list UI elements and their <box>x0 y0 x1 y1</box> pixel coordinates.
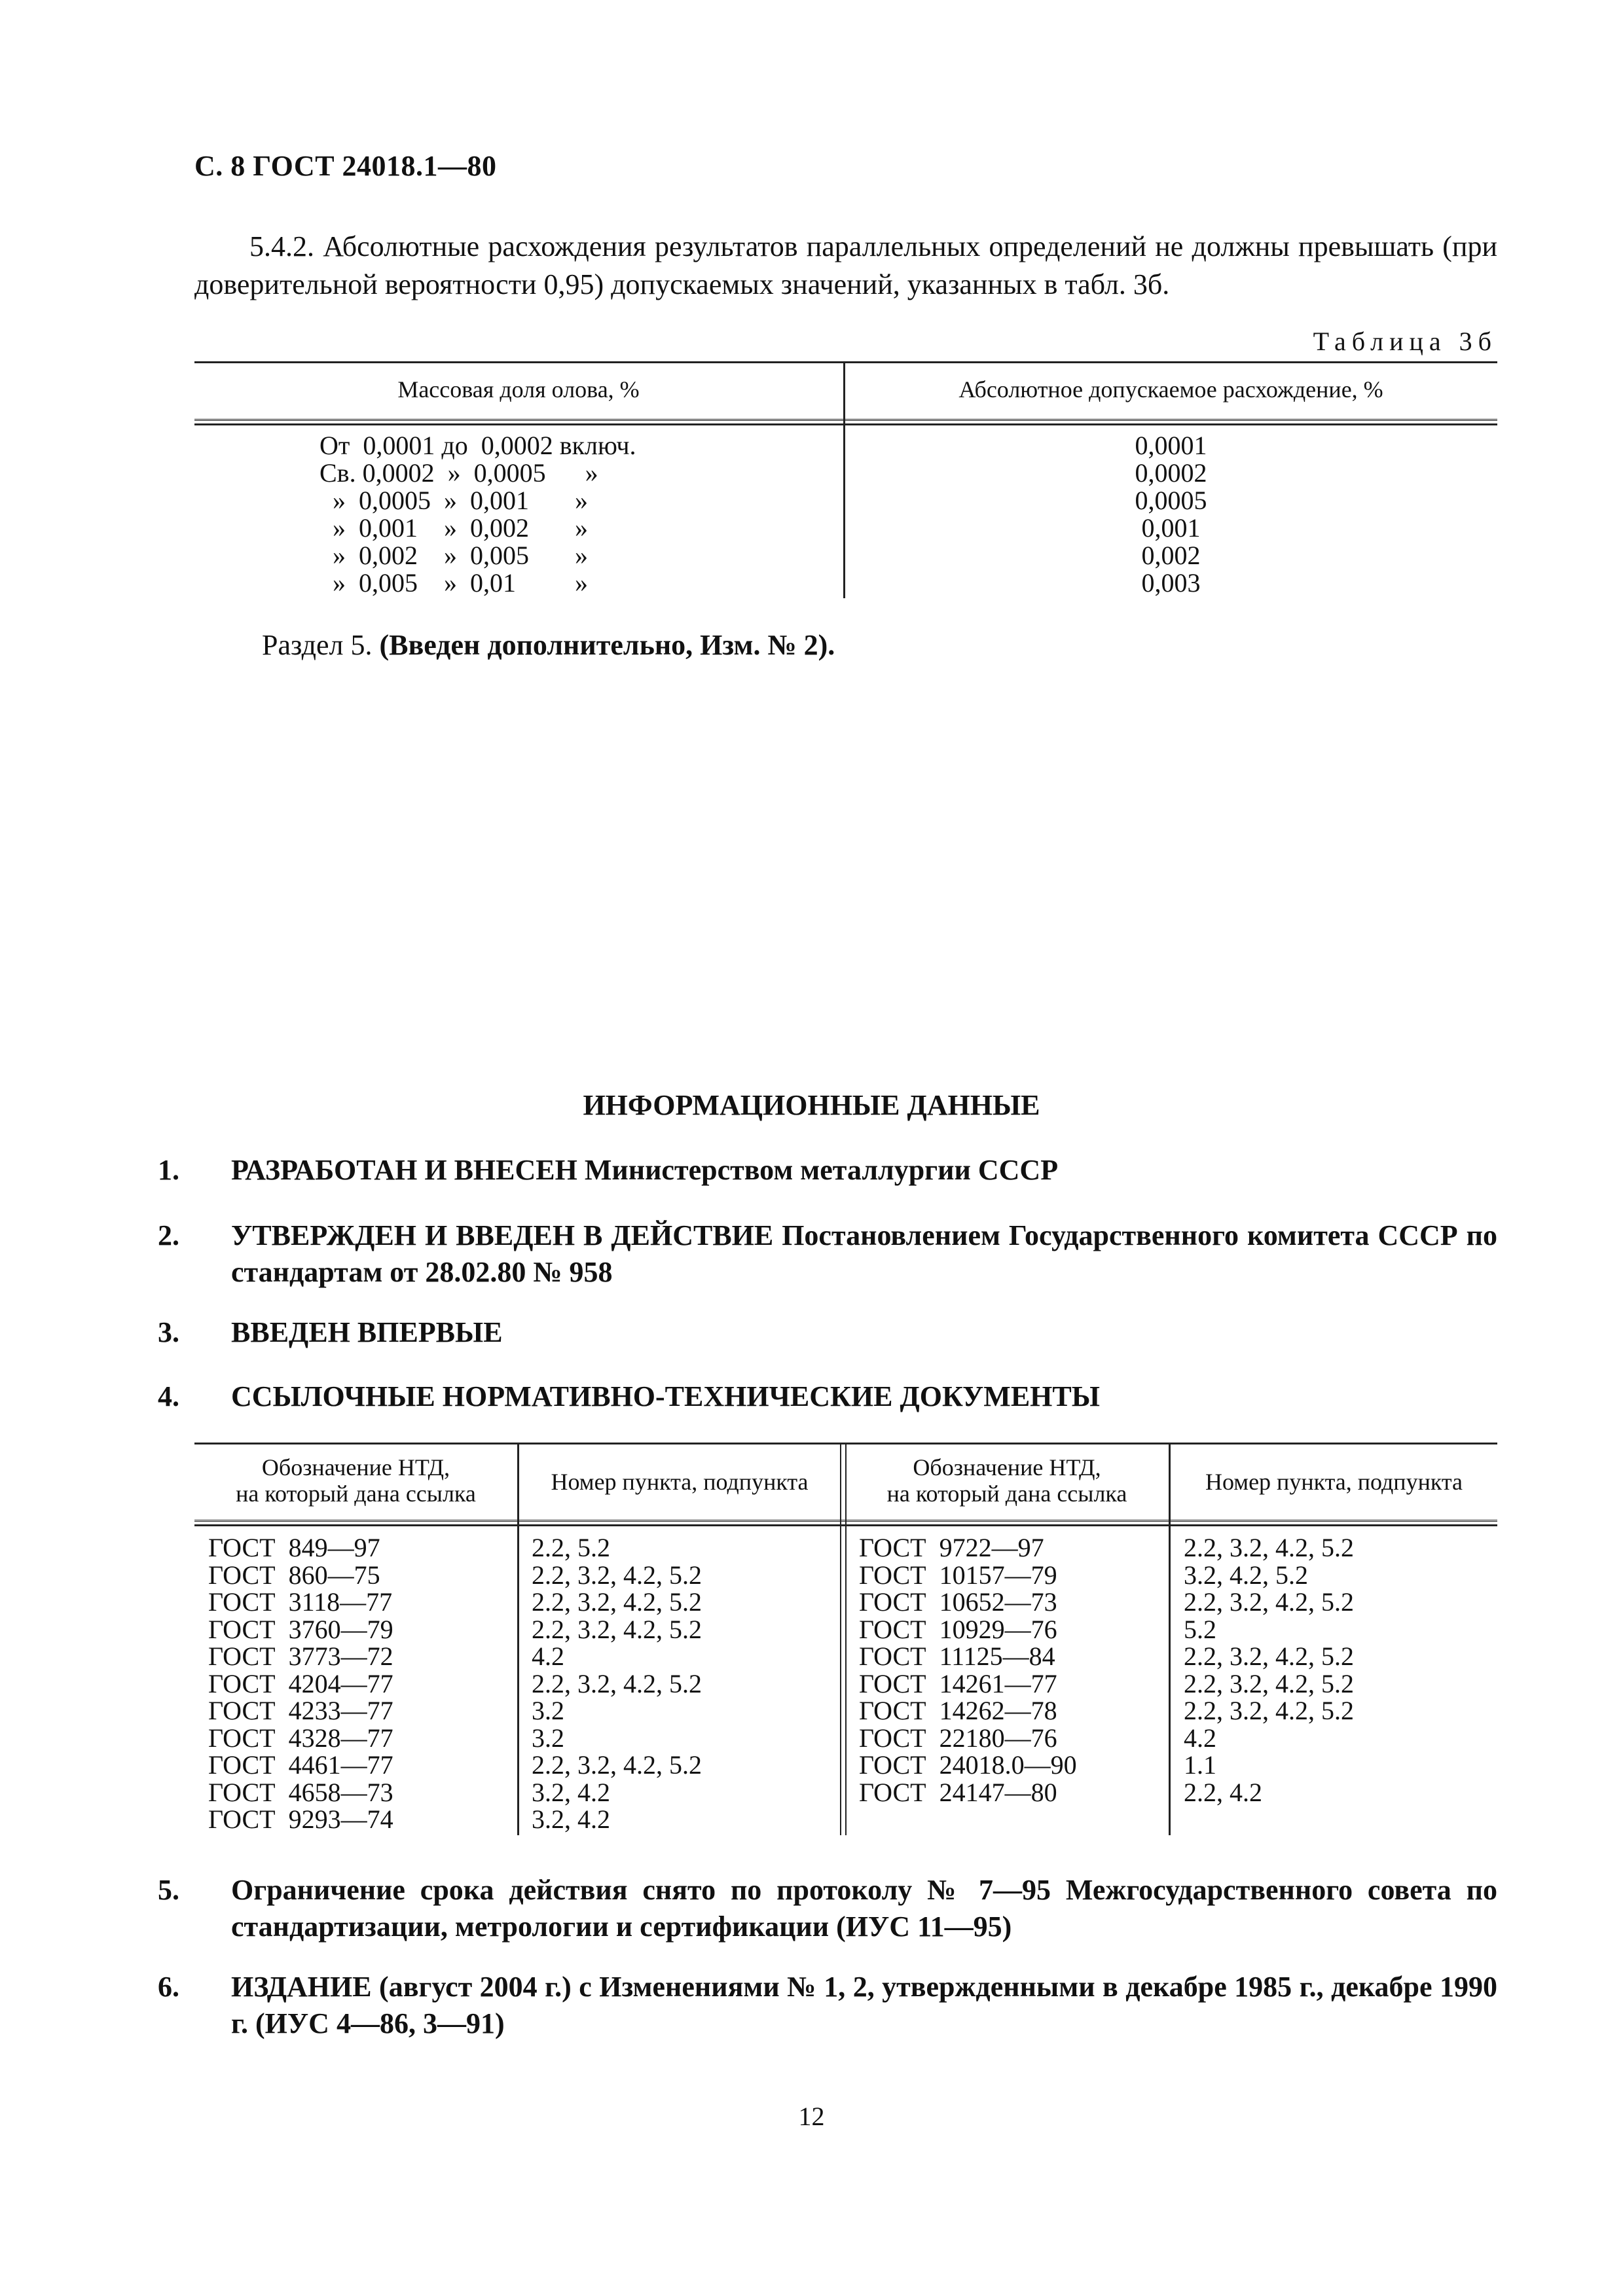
refs-doc-cell: ГОСТ 4204—77 <box>208 1668 393 1698</box>
info-item-5 <box>158 1872 1497 1945</box>
refs-clause-cell: 2.2, 3.2, 4.2, 5.2 <box>1184 1533 1354 1562</box>
refs-header-line: Обозначение НТД, <box>261 1454 450 1480</box>
refs-clause-cell: 2.2, 3.2, 4.2, 5.2 <box>1184 1696 1354 1725</box>
refs-header-line: на который дана ссылка <box>236 1480 476 1507</box>
info-item-text: РАЗРАБОТАН И ВНЕСЕН Министерством металлургии СССР <box>231 1154 1059 1186</box>
refs-doc-cell: ГОСТ 24018.0—90 <box>859 1750 1077 1780</box>
refs-doc-cell: ГОСТ 14261—77 <box>859 1668 1057 1698</box>
info-item-2 <box>158 1217 1497 1291</box>
section-note-bold: (Введен дополнительно, Изм. № 2). <box>379 629 835 661</box>
info-item-number: 2. <box>158 1219 179 1251</box>
refs-doc-cell: ГОСТ 4461—77 <box>208 1750 393 1780</box>
refs-header-doc-right <box>845 1454 1169 1507</box>
table-3b-value-cell: 0,001 <box>1141 513 1201 543</box>
paragraph-text: 5.4.2. Абсолютные расхождения результатов параллельных определений не должны превышать (при доверительной вероятности 0,95) допускаемых значений, указанных в табл. 3б. <box>194 230 1497 300</box>
info-item-text: ВВЕДЕН ВПЕРВЫЕ <box>231 1316 503 1348</box>
refs-doc-cell: ГОСТ 9293—74 <box>208 1804 393 1834</box>
info-item-1 <box>158 1152 1497 1189</box>
refs-clause-cell: 5.2 <box>1184 1614 1216 1644</box>
refs-clause-cell: 2.2, 3.2, 4.2, 5.2 <box>532 1614 702 1644</box>
refs-doc-cell: ГОСТ 849—97 <box>208 1533 380 1562</box>
refs-clause-cell: 3.2, 4.2 <box>532 1777 610 1807</box>
refs-header-line: Обозначение НТД, <box>913 1454 1101 1480</box>
info-item-number: 4. <box>158 1380 179 1412</box>
table-3b-ranges <box>319 432 636 597</box>
refs-doc-cell: ГОСТ 11125—84 <box>859 1641 1055 1671</box>
refs-doc-cell: ГОСТ 9722—97 <box>859 1533 1044 1562</box>
refs-clause-cell: 2.2, 3.2, 4.2, 5.2 <box>1184 1668 1354 1698</box>
refs-clause-cell: 2.2, 3.2, 4.2, 5.2 <box>532 1560 702 1590</box>
refs-divider-right <box>1169 1443 1171 1835</box>
refs-doc-cell: ГОСТ 3773—72 <box>208 1641 393 1671</box>
refs-right-clauses <box>1184 1534 1354 1806</box>
refs-doc-cell: ГОСТ 3118—77 <box>208 1587 393 1617</box>
refs-left-docs <box>208 1534 393 1833</box>
info-item-text: ИЗДАНИЕ (август 2004 г.) с Изменениями № 1, 2, утвержденными в декабре 1985 г., декабре 1990 г. (ИУС 4—86, 3—91) <box>231 1971 1497 2039</box>
refs-clause-cell: 3.2 <box>532 1696 564 1725</box>
page-header: С. 8 ГОСТ 24018.1—80 <box>194 150 497 182</box>
table-3b-values <box>845 432 1497 597</box>
info-item-number: 5. <box>158 1874 179 1906</box>
refs-header-clause-left: Номер пункта, подпункта <box>551 1469 809 1495</box>
table-3b-range-cell: » 0,001 » 0,002 » <box>319 513 588 543</box>
refs-doc-cell: ГОСТ 10652—73 <box>859 1587 1057 1617</box>
info-item-4 <box>158 1378 1497 1415</box>
refs-doc-cell: ГОСТ 10929—76 <box>859 1614 1057 1644</box>
table-3b-range-cell: » 0,0005 » 0,001 » <box>319 486 588 515</box>
info-item-6 <box>158 1969 1497 2042</box>
refs-doc-cell: ГОСТ 3760—79 <box>208 1614 393 1644</box>
refs-doc-cell: ГОСТ 14262—78 <box>859 1696 1057 1725</box>
refs-divider-left <box>517 1443 519 1835</box>
table-3b-header-mass: Массовая доля олова, % <box>397 376 640 403</box>
refs-clause-cell: 3.2, 4.2 <box>532 1804 610 1834</box>
refs-header-clause-right: Номер пункта, подпункта <box>1205 1469 1463 1495</box>
table-3b-top-rule <box>194 361 1497 363</box>
table-3b-range-cell: » 0,005 » 0,01 » <box>319 568 588 598</box>
refs-header-line: на который дана ссылка <box>886 1480 1127 1507</box>
table-3b-value-cell: 0,003 <box>1141 568 1201 598</box>
table-3b-value-cell: 0,0002 <box>1135 458 1207 488</box>
refs-doc-cell: ГОСТ 22180—76 <box>859 1723 1057 1753</box>
info-item-number: 6. <box>158 1971 179 2003</box>
table-3b-value-cell: 0,002 <box>1141 541 1201 570</box>
refs-clause-cell: 2.2, 3.2, 4.2, 5.2 <box>532 1750 702 1780</box>
table-3b-header-rule <box>194 419 1497 425</box>
refs-clause-cell: 2.2, 3.2, 4.2, 5.2 <box>1184 1641 1354 1671</box>
refs-clause-cell: 2.2, 3.2, 4.2, 5.2 <box>1184 1587 1354 1617</box>
info-item-text: УТВЕРЖДЕН И ВВЕДЕН В ДЕЙСТВИЕ Постановлением Государственного комитета СССР по стандартам от 28.02.80 № 958 <box>231 1219 1497 1288</box>
refs-clause-cell: 1.1 <box>1184 1750 1216 1780</box>
section-note <box>262 628 835 662</box>
info-item-number: 3. <box>158 1316 179 1348</box>
refs-doc-cell: ГОСТ 4233—77 <box>208 1696 393 1725</box>
page-number: 12 <box>798 2102 825 2131</box>
refs-left-clauses <box>532 1534 702 1833</box>
refs-right-docs <box>859 1534 1077 1806</box>
refs-doc-cell: ГОСТ 24147—80 <box>859 1777 1057 1807</box>
table-3b-range-cell: Св. 0,0002 » 0,0005 » <box>319 458 598 488</box>
paragraph-5-4-2 <box>194 228 1497 304</box>
refs-header-rule <box>194 1520 1497 1526</box>
info-item-text: Ограничение срока действия снято по протоколу № 7—95 Межгосударственного совета по стандартизации, метрологии и сертификации (ИУС 11—95) <box>231 1874 1497 1943</box>
refs-doc-cell: ГОСТ 10157—79 <box>859 1560 1057 1590</box>
refs-clause-cell: 4.2 <box>1184 1723 1216 1753</box>
refs-clause-cell: 2.2, 4.2 <box>1184 1777 1262 1807</box>
info-item-number: 1. <box>158 1154 179 1186</box>
refs-clause-cell: 2.2, 3.2, 4.2, 5.2 <box>532 1587 702 1617</box>
refs-clause-cell: 4.2 <box>532 1641 564 1671</box>
table-3b-value-cell: 0,0001 <box>1135 431 1207 460</box>
refs-doc-cell: ГОСТ 4658—73 <box>208 1777 393 1807</box>
table-3b-range-cell: » 0,002 » 0,005 » <box>319 541 588 570</box>
table-3b-value-cell: 0,0005 <box>1135 486 1207 515</box>
refs-clause-cell: 3.2 <box>532 1723 564 1753</box>
info-item-text: ССЫЛОЧНЫЕ НОРМАТИВНО-ТЕХНИЧЕСКИЕ ДОКУМЕНТЫ <box>231 1380 1100 1412</box>
table-3b-header-diff: Абсолютное допускаемое расхождение, % <box>958 376 1383 403</box>
info-title: ИНФОРМАЦИОННЫЕ ДАННЫЕ <box>583 1089 1040 1121</box>
info-item-3 <box>158 1314 1497 1351</box>
refs-clause-cell: 2.2, 5.2 <box>532 1533 610 1562</box>
refs-doc-cell: ГОСТ 860—75 <box>208 1560 380 1590</box>
section-note-prefix: Раздел 5. <box>262 629 380 661</box>
refs-header-doc-left <box>194 1454 517 1507</box>
table-3b-range-cell: От 0,0001 до 0,0002 включ. <box>319 431 636 460</box>
table-3b-label: Таблица 3б <box>1313 327 1497 356</box>
refs-clause-cell: 3.2, 4.2, 5.2 <box>1184 1560 1308 1590</box>
refs-clause-cell: 2.2, 3.2, 4.2, 5.2 <box>532 1668 702 1698</box>
refs-doc-cell: ГОСТ 4328—77 <box>208 1723 393 1753</box>
